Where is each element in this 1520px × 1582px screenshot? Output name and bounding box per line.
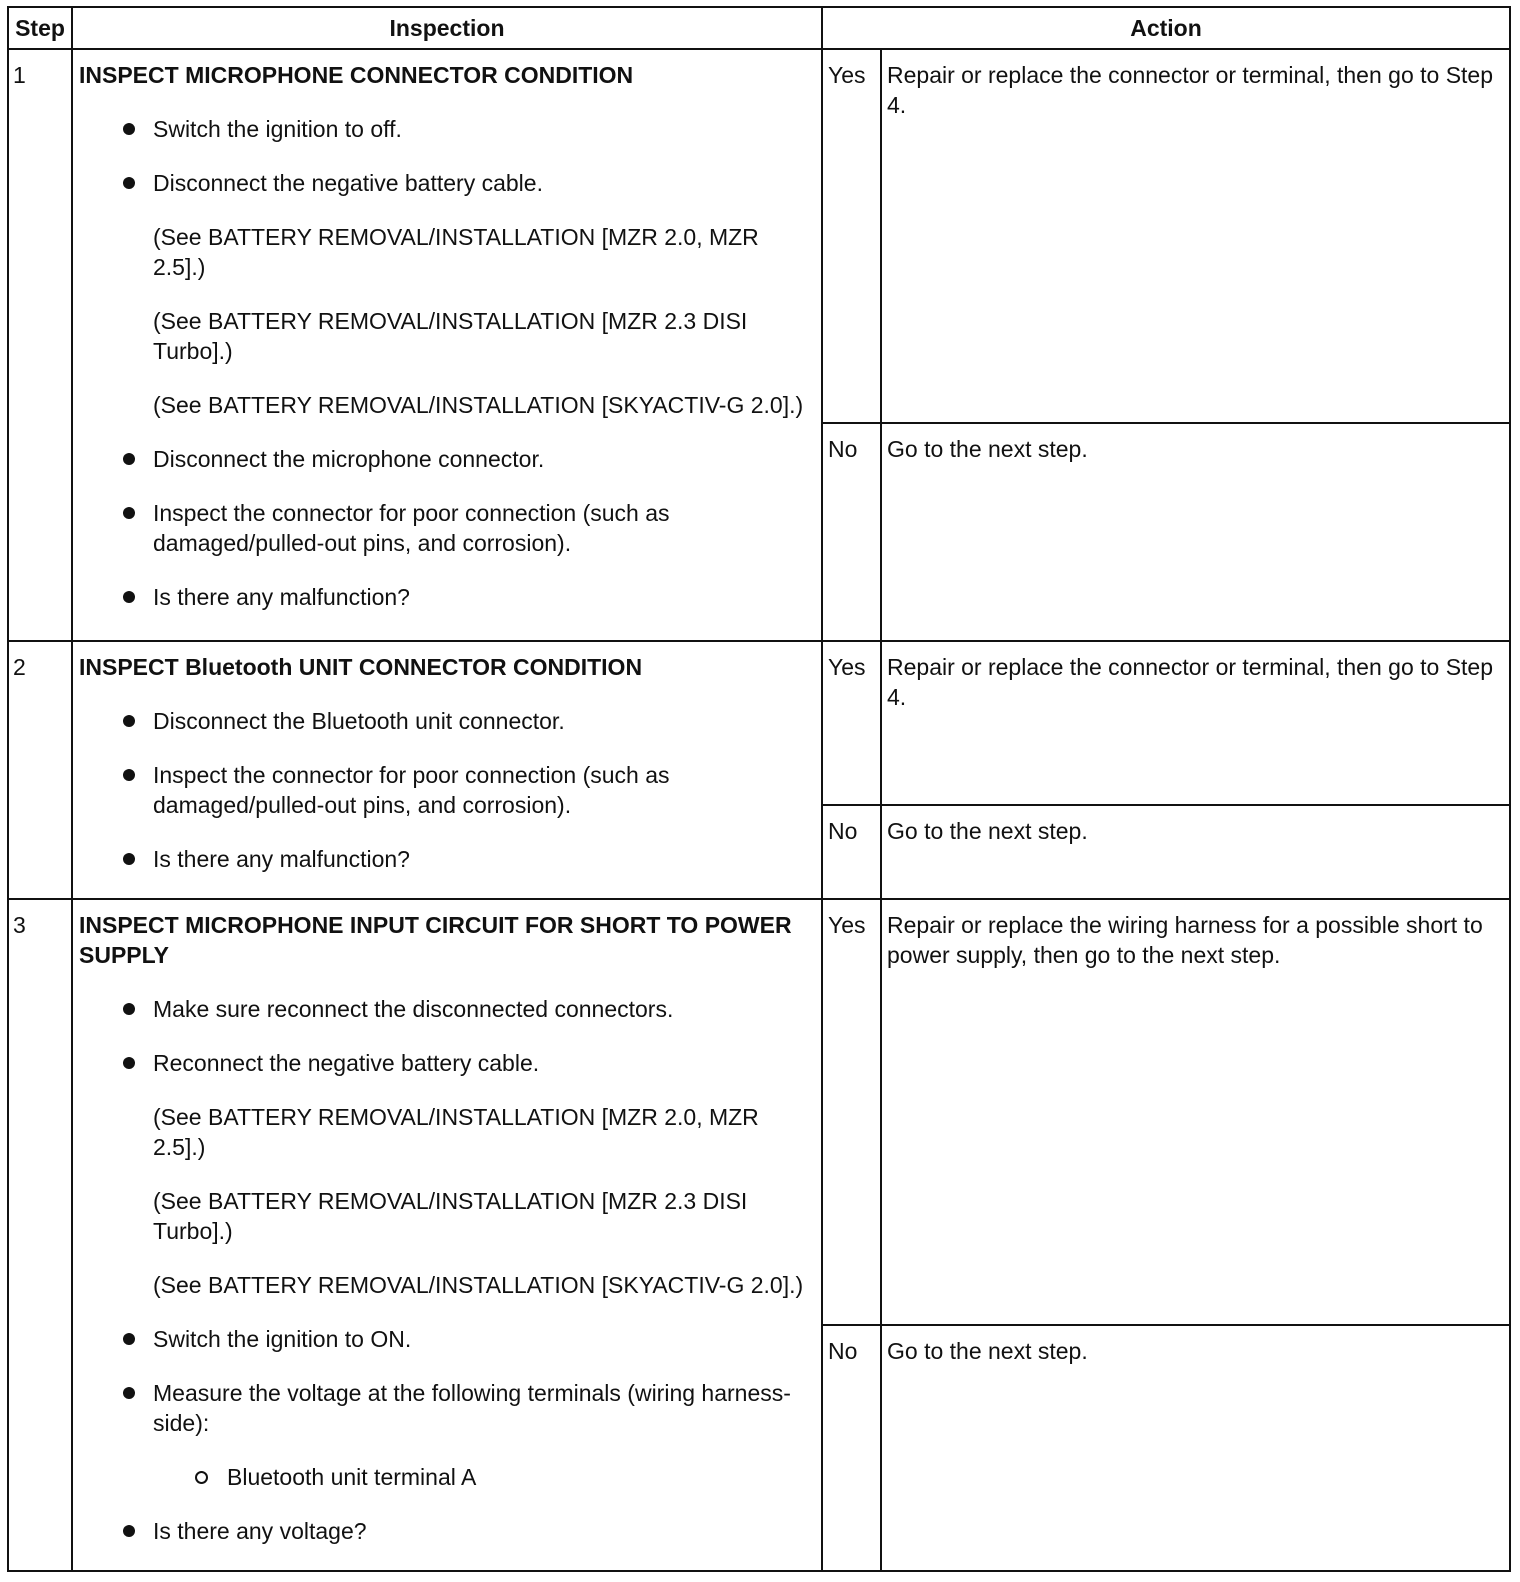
reference-note <box>79 222 807 282</box>
reference-note-text: (See BATTERY REMOVAL/INSTALLATION [MZR 2.0, MZR 2.5].) <box>153 224 759 280</box>
inspection-bullet-text: Switch the ignition to off. <box>153 116 402 142</box>
table-row <box>8 641 1510 805</box>
inspection-column-header: Inspection <box>72 7 822 49</box>
inspection-bullet-text: Disconnect the Bluetooth unit connector. <box>153 708 565 734</box>
inspection-bullet <box>79 994 807 1024</box>
reference-note <box>79 306 807 366</box>
table-row <box>8 49 1510 423</box>
inspection-list <box>79 994 807 1546</box>
inspection-bullet <box>79 1516 807 1546</box>
sub-list <box>153 1462 807 1492</box>
step-number: 2 <box>8 641 72 899</box>
reference-note <box>79 1270 807 1300</box>
reference-note-text: (See BATTERY REMOVAL/INSTALLATION [MZR 2.0, MZR 2.5].) <box>153 1104 759 1160</box>
inspection-bullet-text: Disconnect the microphone connector. <box>153 446 545 472</box>
yes-action: Repair or replace the wiring harness for a possible short to power supply, then go to the next step. <box>881 899 1510 1325</box>
inspection-table <box>7 6 1511 1572</box>
inspection-bullet-text: Inspect the connector for poor connection (such as damaged/pulled-out pins, and corrosion). <box>153 762 670 818</box>
action-column-header: Action <box>822 7 1510 49</box>
reference-note-text: (See BATTERY REMOVAL/INSTALLATION [SKYACTIV-G 2.0].) <box>153 1272 804 1298</box>
yes-label: Yes <box>822 899 881 1325</box>
no-action: Go to the next step. <box>881 1325 1510 1571</box>
inspection-bullet-text: Measure the voltage at the following terminals (wiring harness-side): <box>153 1380 791 1436</box>
inspection-bullet <box>79 1378 807 1492</box>
step-number: 3 <box>8 899 72 1571</box>
yes-action: Repair or replace the connector or terminal, then go to Step 4. <box>881 641 1510 805</box>
inspection-bullet <box>79 760 807 820</box>
inspection-bullet <box>79 168 807 198</box>
step-number: 1 <box>8 49 72 641</box>
inspection-list <box>79 706 807 874</box>
inspection-bullet-text: Switch the ignition to ON. <box>153 1326 412 1352</box>
reference-note <box>79 1102 807 1162</box>
inspection-bullet <box>79 498 807 558</box>
table-row <box>8 899 1510 1325</box>
step-column-header: Step <box>8 7 72 49</box>
yes-label: Yes <box>822 49 881 423</box>
inspection-bullet-text: Is there any malfunction? <box>153 846 410 872</box>
inspection-cell <box>72 899 822 1571</box>
no-label: No <box>822 423 881 641</box>
inspection-cell <box>72 641 822 899</box>
no-label: No <box>822 1325 881 1571</box>
inspection-bullet <box>79 582 807 612</box>
inspection-cell <box>72 49 822 641</box>
no-action: Go to the next step. <box>881 423 1510 641</box>
step-title: INSPECT MICROPHONE CONNECTOR CONDITION <box>79 62 634 88</box>
inspection-bullet-text: Disconnect the negative battery cable. <box>153 170 543 196</box>
inspection-bullet <box>79 1048 807 1078</box>
reference-note <box>79 390 807 420</box>
reference-note-text: (See BATTERY REMOVAL/INSTALLATION [MZR 2.3 DISI Turbo].) <box>153 1188 748 1244</box>
yes-action: Repair or replace the connector or terminal, then go to Step 4. <box>881 49 1510 423</box>
yes-label: Yes <box>822 641 881 805</box>
step-title: INSPECT MICROPHONE INPUT CIRCUIT FOR SHORT TO POWER SUPPLY <box>79 912 792 968</box>
no-action: Go to the next step. <box>881 805 1510 899</box>
inspection-bullet-text: Inspect the connector for poor connection (such as damaged/pulled-out pins, and corrosion). <box>153 500 670 556</box>
inspection-list <box>79 114 807 612</box>
reference-note-text: (See BATTERY REMOVAL/INSTALLATION [MZR 2.3 DISI Turbo].) <box>153 308 748 364</box>
inspection-bullet <box>79 114 807 144</box>
no-label: No <box>822 805 881 899</box>
inspection-bullet <box>79 444 807 474</box>
step-title: INSPECT Bluetooth UNIT CONNECTOR CONDITION <box>79 654 643 680</box>
inspection-bullet-text: Is there any malfunction? <box>153 584 410 610</box>
inspection-bullet-text: Make sure reconnect the disconnected connectors. <box>153 996 674 1022</box>
inspection-bullet-text: Reconnect the negative battery cable. <box>153 1050 540 1076</box>
reference-note <box>79 1186 807 1246</box>
sub-bullet: Bluetooth unit terminal A <box>153 1462 807 1492</box>
inspection-bullet <box>79 706 807 736</box>
inspection-bullet-text: Is there any voltage? <box>153 1518 367 1544</box>
inspection-bullet <box>79 844 807 874</box>
reference-note-text: (See BATTERY REMOVAL/INSTALLATION [SKYACTIV-G 2.0].) <box>153 392 804 418</box>
header-row <box>8 7 1510 49</box>
inspection-bullet <box>79 1324 807 1354</box>
